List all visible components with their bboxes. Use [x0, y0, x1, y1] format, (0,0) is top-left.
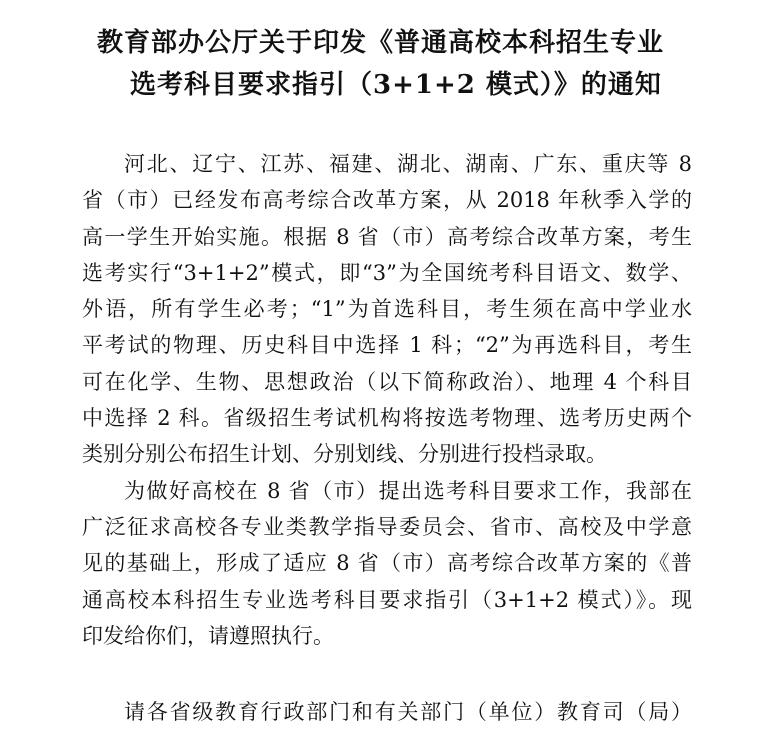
paragraph-1-line: 选考实行“3+1+2”模式，即“3”为全国统考科目语文、数学、	[82, 260, 692, 285]
paragraph-3-line: 请各省级教育行政部门和有关部门（单位）教育司（局）	[124, 700, 692, 724]
paragraph-1-line: 高一学生开始实施。根据 8 省（市）高考综合改革方案，考生	[82, 224, 692, 249]
paragraph-2-line: 见的基础上，形成了适应 8 省（市）高考综合改革方案的《普	[82, 551, 692, 576]
paragraph-1-line: 外语，所有学生必考；“1”为首选科目，考生须在高中学业水	[82, 297, 692, 322]
document-title	[60, 22, 700, 106]
title-line-2: 选考科目要求指引（3+1+2 模式）》的通知	[130, 70, 662, 100]
paragraph-1-line: 中选择 2 科。省级招生考试机构将按选考物理、选考历史两个	[82, 406, 692, 431]
paragraph-2-line: 广泛征求高校各专业类教学指导委员会、省市、高校及中学意	[82, 514, 692, 539]
paragraph-1-line: 河北、辽宁、江苏、福建、湖北、湖南、广东、重庆等 8	[124, 152, 692, 176]
paragraph-1-line: 可在化学、生物、思想政治（以下简称政治）、地理 4 个科目	[82, 369, 692, 394]
paragraph-1-line: 省（市）已经发布高考综合改革方案，从 2018 年秋季入学的	[82, 188, 692, 213]
paragraph-2-line: 印发给你们，请遵照执行。	[82, 623, 334, 648]
paragraph-1-line: 平考试的物理、历史科目中选择 1 科；“2”为再选科目，考生	[82, 333, 692, 358]
paragraph-2-line: 通高校本科招生专业选考科目要求指引（3+1+2 模式）》。现	[82, 587, 692, 612]
paragraph-1-line: 类别分别公布招生计划、分别划线、分别进行投档录取。	[82, 442, 607, 467]
document-body	[82, 146, 692, 654]
paragraph-2	[82, 473, 692, 654]
clipped-next-line	[0, 690, 766, 724]
paragraph-2-line: 为做好高校在 8 省（市）提出选考科目要求工作，我部在	[124, 478, 692, 503]
title-line-1: 教育部办公厅关于印发《普通高校本科招生专业	[97, 28, 665, 58]
paragraph-1	[82, 146, 692, 473]
